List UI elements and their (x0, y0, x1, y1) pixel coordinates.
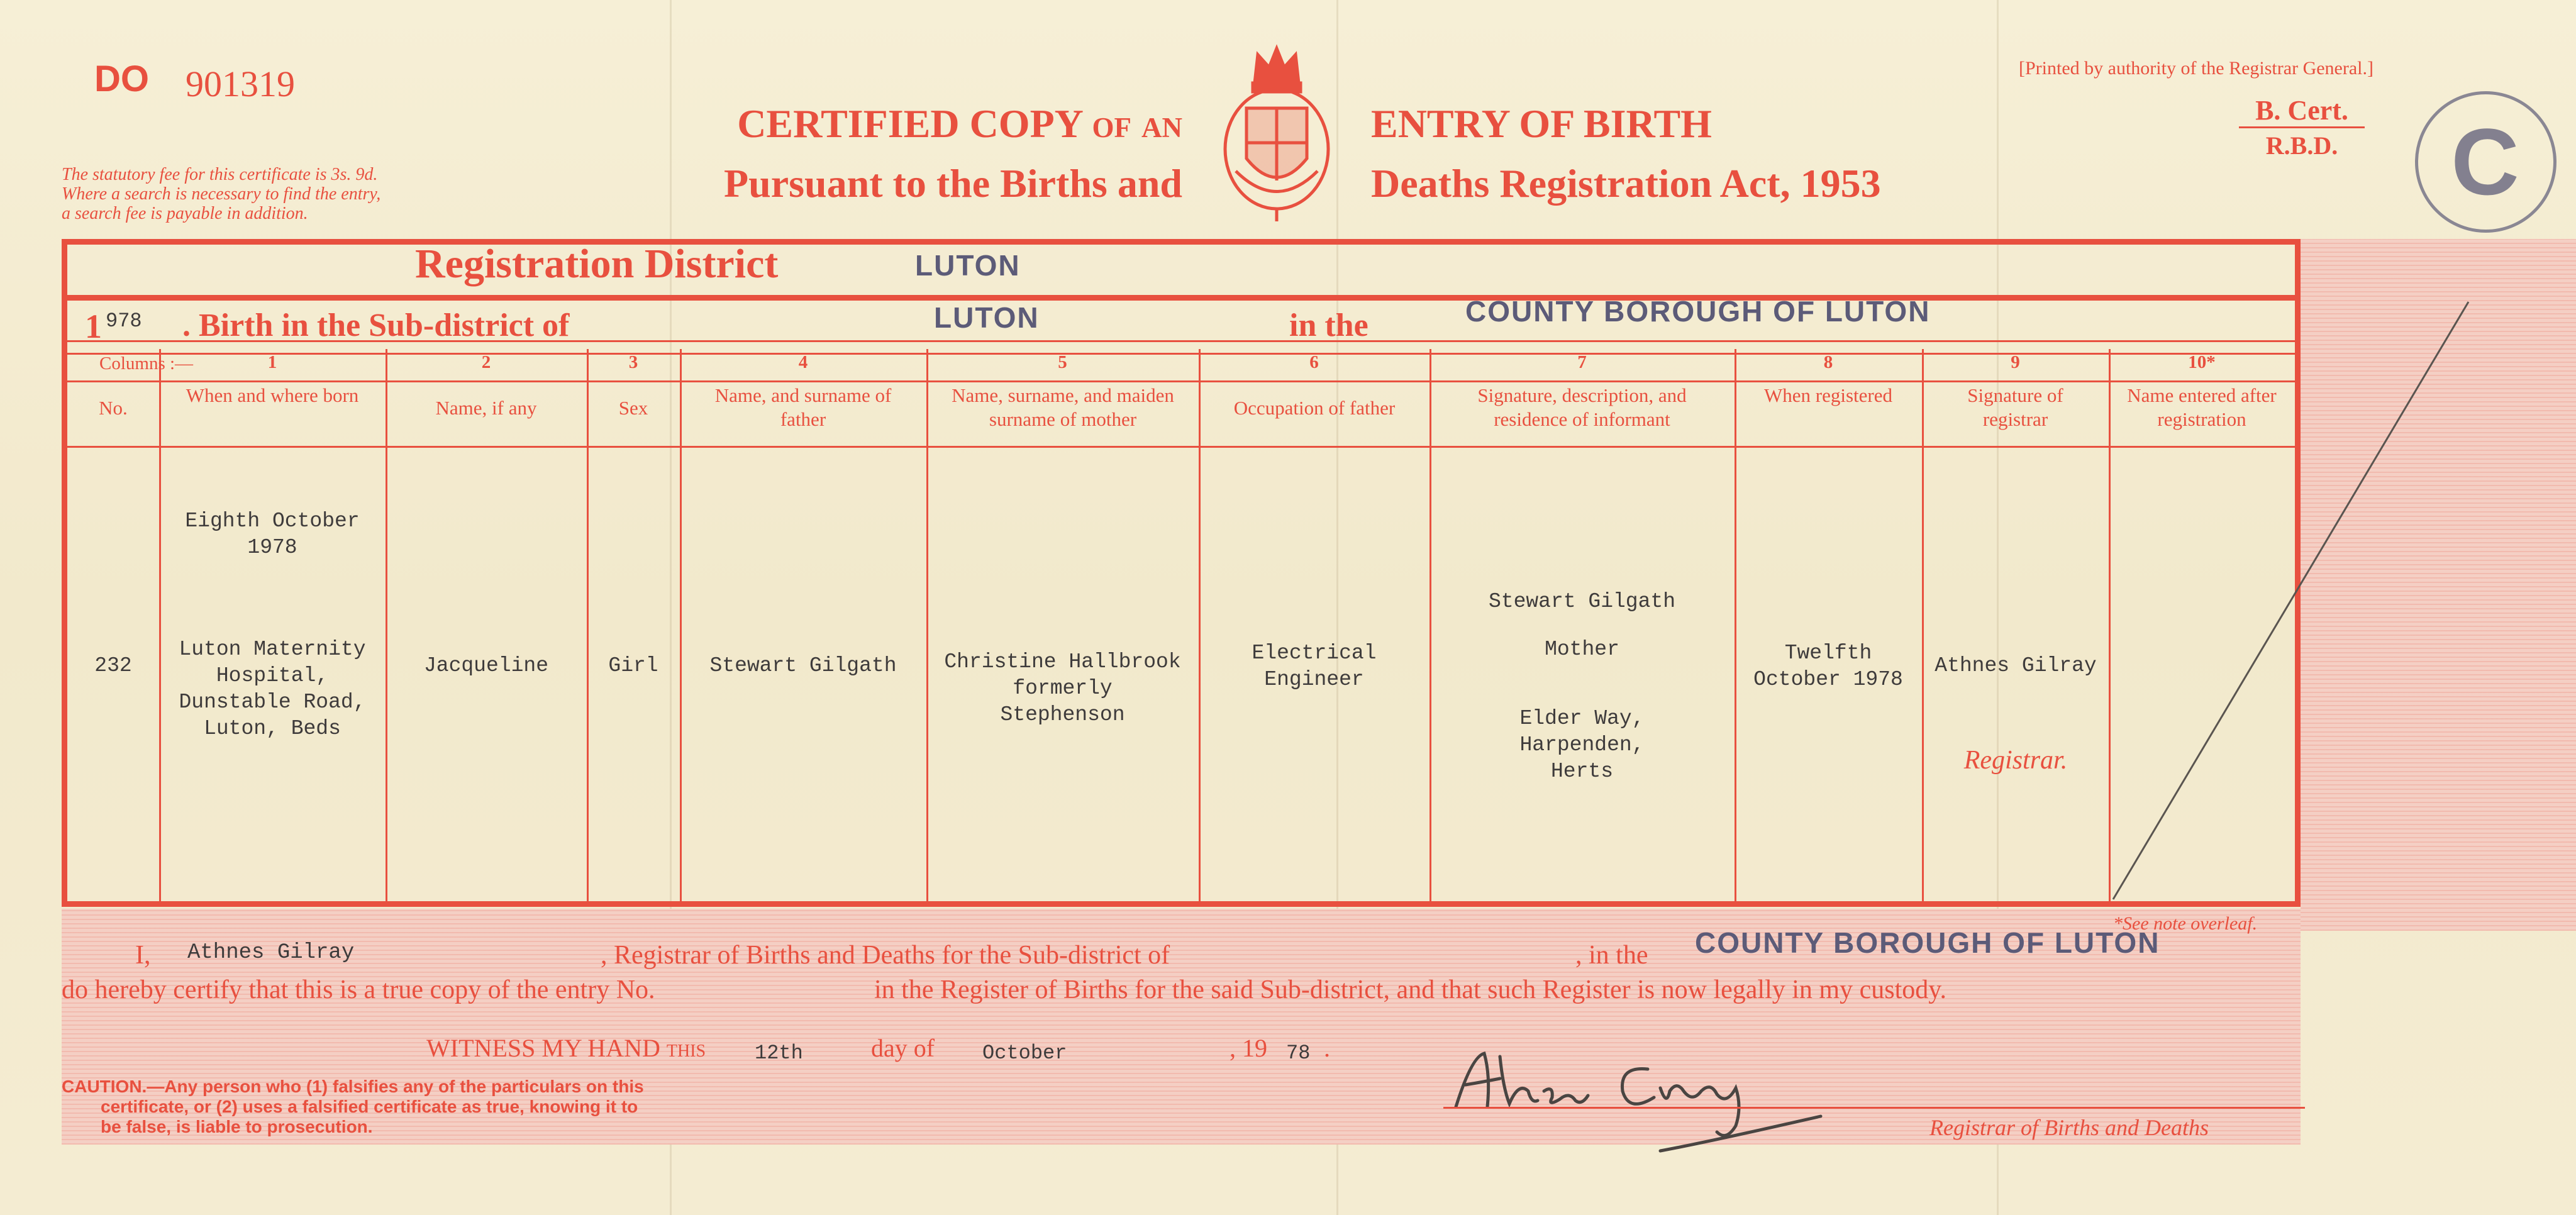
column-number: 9 (2011, 352, 2020, 372)
caution-notice (62, 1077, 779, 1137)
title-left-line2: Pursuant to the Births and (724, 161, 1182, 206)
entry-number: 232 (94, 654, 132, 677)
column-number: 3 (628, 352, 638, 372)
witness-year: 78 (1286, 1041, 1311, 1065)
fee-note (62, 165, 380, 223)
column-divider (386, 349, 387, 902)
printed-authority: [Printed by authority of the Registrar General.] (2019, 58, 2373, 79)
column-number: 4 (798, 352, 808, 372)
divider (67, 446, 2295, 448)
fee-note-line: Where a search is necessary to find the entry, (62, 184, 381, 204)
diagonal-cancel-line (2107, 289, 2484, 906)
caution-line: be false, is liable to prosecution. (101, 1117, 373, 1136)
day-of-label: day of (871, 1034, 935, 1062)
entry-mother-formerly: formerly (1013, 677, 1113, 700)
witness-month: October (982, 1041, 1067, 1065)
cert-code-line1: B. Cert. (2239, 94, 2365, 128)
registration-district-value: LUTON (915, 249, 1021, 282)
column-divider (587, 349, 589, 902)
column-divider (1922, 349, 1924, 902)
header-no: No. (99, 397, 128, 419)
column-number: 8 (1823, 352, 1833, 372)
subdistrict-value: LUTON (934, 301, 1040, 334)
entry-when-registered: Twelfth October 1978 (1753, 641, 1903, 691)
entry-registrar-title: Registrar. (1963, 746, 2068, 775)
certify-i-label: I, (135, 941, 151, 970)
entry-informant-address: Elder Way, Harpenden, Herts (1519, 707, 1645, 783)
cert-code-line2: R.B.D. (2265, 131, 2338, 160)
column-divider (926, 349, 928, 902)
entry-father: Stewart Gilgath (709, 654, 897, 677)
divider (67, 295, 2295, 301)
header-sex: Sex (618, 397, 648, 419)
certify-county: COUNTY BOROUGH OF LUTON (1695, 926, 2160, 959)
birth-subdistrict-label: . Birth in the Sub-district of (182, 308, 570, 343)
column-number: 6 (1309, 352, 1319, 372)
entry-informant-name: Stewart Gilgath (1488, 590, 1676, 613)
registrar-footer: Registrar of Births and Deaths (1929, 1115, 2209, 1140)
title-right-line2: Deaths Registration Act, 1953 (1371, 161, 1881, 206)
divider (67, 380, 2295, 382)
circle-stamp (2415, 91, 2557, 233)
header-when-registered: When registered (1764, 384, 1892, 406)
column-divider (680, 349, 682, 902)
header-occupation: Occupation of father (1233, 397, 1396, 419)
certify-line2-b: in the Register of Births for the said Sub-district, and that such Register is now legally in my custody. (874, 975, 1947, 1004)
royal-coat-of-arms-icon (1220, 39, 1333, 225)
header-signature-registrar: Signature of registrar (1967, 384, 2063, 430)
serial-number: 901319 (186, 64, 295, 104)
header-name: Name, if any (435, 397, 537, 419)
circle-stamp-letter: C (2451, 109, 2521, 214)
title-right-line1: ENTRY OF BIRTH (1371, 101, 1712, 146)
entry-occupation: Electrical Engineer (1252, 641, 1377, 691)
caution-line: certificate, or (2) uses a falsified certificate as true, knowing it to (101, 1097, 638, 1116)
columns-label: Columns :— (99, 353, 194, 374)
see-note: *See note overleaf. (2113, 913, 2258, 934)
witness-day: 12th (755, 1041, 803, 1065)
fee-note-line: The statutory fee for this certificate is 3s. 9d. (62, 165, 378, 184)
column-divider (1735, 349, 1736, 902)
certify-line1: , Registrar of Births and Deaths for the Sub-district of (601, 941, 1170, 970)
title-left-line1: CERTIFIED COPY of an (737, 101, 1182, 146)
registration-district-label: Registration District (415, 241, 779, 287)
certify-in-the: , in the (1575, 941, 1648, 970)
entry-birth-date: Eighth October 1978 (185, 509, 360, 559)
fee-note-line: a search fee is payable in addition. (62, 204, 308, 223)
entry-mother-maiden: Stephenson (1000, 703, 1125, 726)
entry-sex: Girl (608, 654, 658, 677)
witness-dot: . (1324, 1034, 1330, 1062)
column-divider (159, 349, 161, 902)
certify-registrar-name: Athnes Gilray (187, 941, 355, 965)
in-the-label: in the (1289, 308, 1368, 343)
year-prefix: 1 (85, 308, 102, 345)
entry-registrar-signature: Athnes Gilray (1935, 654, 2097, 677)
witness-label: WITNESS MY HAND this (426, 1034, 706, 1062)
column-number: 2 (481, 352, 491, 372)
registrar-handwritten-signature (1440, 1031, 1849, 1163)
column-number: 10* (2188, 352, 2216, 372)
entry-informant-description: Mother (1545, 638, 1619, 661)
header-when-where-born: When and where born (186, 384, 359, 406)
certify-line2-a: do hereby certify that this is a true copy of the entry No. (62, 975, 655, 1004)
entry-mother-name: Christine Hallbrook (944, 650, 1181, 674)
column-divider (1199, 349, 1201, 902)
year-typed: 978 (106, 309, 142, 333)
serial-prefix: DO (94, 58, 149, 99)
column-divider (1430, 349, 1431, 902)
header-mother: Name, surname, and maiden surname of mother (952, 384, 1174, 430)
county-value: COUNTY BOROUGH OF LUTON (1465, 295, 1931, 328)
header-name-after-registration: Name entered after registration (2127, 384, 2277, 430)
header-informant: Signature, description, and residence of informant (1477, 384, 1687, 430)
column-number: 1 (267, 352, 277, 372)
entry-birth-place: Luton Maternity Hospital, Dunstable Road, Luton, Beds (179, 638, 366, 740)
column-number: 5 (1058, 352, 1067, 372)
caution-head: CAUTION.— (62, 1077, 165, 1096)
signature-line (1443, 1107, 2305, 1109)
year-19-label: , 19 (1230, 1034, 1267, 1062)
entry-name: Jacqueline (423, 654, 549, 677)
column-number: 7 (1577, 352, 1587, 372)
caution-line: Any person who (1) falsifies any of the particulars on this (164, 1077, 644, 1096)
header-father: Name, and surname of father (714, 384, 892, 430)
